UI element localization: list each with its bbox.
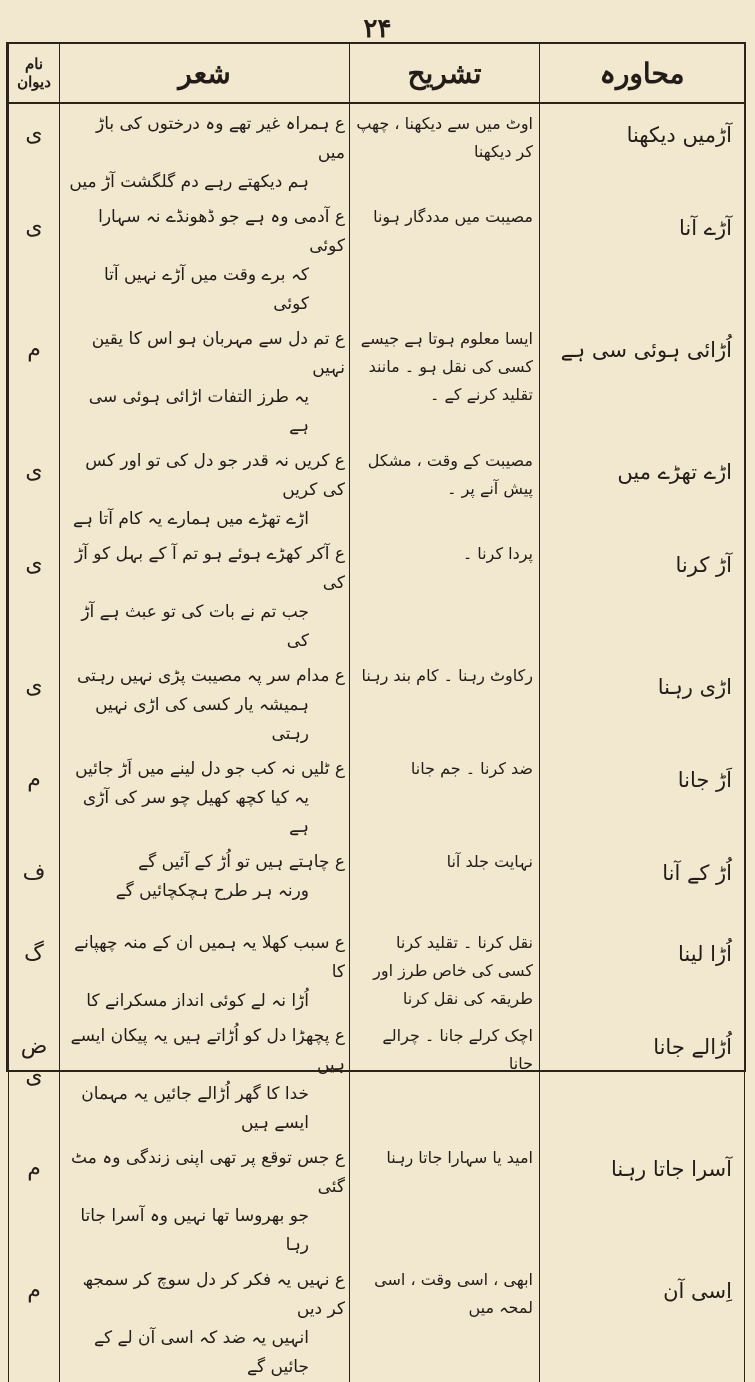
- couplet-line-1: ع سبب کھلا یہ ہمیں ان کے منہ چھپانے کا: [74, 932, 345, 982]
- couplet-cell: [60, 1016, 350, 1138]
- couplet-line-1: ع ہمراہ غیر تھے وہ درختوں کی باڑ میں: [96, 114, 345, 163]
- couplet-line-2: انہیں یہ ضد کہ اسی آن لے کے جائیں گے: [94, 1327, 309, 1377]
- couplet-line-1: ع کریں نہ قدر جو دل کی تو اور کس کی کریں: [85, 451, 345, 500]
- couplet-line-1: ع تم دل سے مہربان ہو اس کا یقین نہیں: [91, 329, 345, 378]
- couplet-line-1: ع آکر کھڑے ہوئے ہو تم آ کے بہل کو آڑ کی: [74, 544, 345, 593]
- couplet-cell: [60, 1260, 350, 1382]
- header-meaning: تشریح: [350, 44, 540, 103]
- idiom-cell: آڑمیں دیکھنا: [540, 103, 745, 197]
- idiom-table: [8, 44, 745, 1382]
- couplet-cell: [60, 441, 350, 534]
- table-row: [9, 842, 745, 923]
- diwan-cell: ی: [9, 103, 60, 197]
- table-row: [9, 197, 745, 319]
- idiom-cell: آڑے آنا: [540, 197, 745, 319]
- couplet-cell: [60, 319, 350, 441]
- couplet-line-2: یہ کیا کچھ کھیل چو سر کی آڑی ہے: [82, 788, 309, 837]
- couplet-line-2: ورنہ ہر طرح ہچکچائیں گے: [115, 881, 309, 901]
- couplet-cell: [60, 1138, 350, 1260]
- couplet-cell: [60, 534, 350, 656]
- couplet-line-2: اُڑا نہ لے کوئی انداز مسکرانے کا: [86, 990, 309, 1011]
- idiom-cell: اُڑائی ہوئی سی ہے: [540, 319, 745, 441]
- diwan-cell: م: [9, 749, 60, 842]
- couplet-line-1: ع مدام سر پہ مصیبت پڑی نہیں رہتی: [76, 666, 345, 686]
- table-row: [9, 319, 745, 441]
- table-row: [9, 1138, 745, 1260]
- couplet-line-2: ہم دیکھتے رہے دم گلگشت آڑ میں: [69, 172, 309, 192]
- table-row: [9, 923, 745, 1016]
- table-header-row: [9, 44, 745, 103]
- header-idiom: محاورہ: [540, 44, 745, 103]
- diwan-cell: گ: [9, 923, 60, 1016]
- diwan-cell: ی: [9, 441, 60, 534]
- diwan-cell: م: [9, 1138, 60, 1260]
- couplet-line-2: ہمیشہ یار کسی کی اڑی نہیں رہتی: [95, 695, 309, 744]
- couplet-line-1: ع آدمی وہ ہے جو ڈھونڈے نہ سہارا کوئی: [98, 207, 345, 256]
- couplet-line-2: جو بھروسا تھا نہیں وہ آسرا جاتا رہا: [80, 1205, 309, 1255]
- diwan-cell: م: [9, 319, 60, 441]
- idiom-cell: اُڑالے جانا: [540, 1016, 745, 1138]
- idiom-table-frame: [6, 42, 746, 1377]
- idiom-cell: آڑ کرنا: [540, 534, 745, 656]
- table-row: [9, 1260, 745, 1382]
- table-body: [9, 103, 745, 1382]
- header-diwan: نام دیوان: [9, 44, 60, 103]
- meaning-cell: اچک کرلے جانا ۔ چرالے جانا: [350, 1016, 540, 1138]
- couplet-line-2: یہ طرز التفات اڑائی ہوئی سی ہے: [88, 387, 309, 436]
- meaning-cell: نہایت جلد آنا: [350, 842, 540, 923]
- meaning-cell: نقل کرنا ۔ تقلید کرنا کسی کی خاص طرز اور طریقہ کی نقل کرنا: [350, 923, 540, 1016]
- diwan-cell: ف: [9, 842, 60, 923]
- diwan-cell: ض ی: [9, 1016, 60, 1138]
- couplet-line-1: ع جس توقع پر تھی اپنی زندگی وہ مٹ گئی: [71, 1147, 345, 1197]
- meaning-cell: اوٹ میں سے دیکھنا ، چھپ کر دیکھنا: [350, 103, 540, 197]
- idiom-cell: اُڑ کے آنا: [540, 842, 745, 923]
- couplet-line-1: ع نہیں یہ فکر کر دل سوچ کر سمجھ کر دیں: [82, 1269, 345, 1319]
- couplet-cell: [60, 749, 350, 842]
- page-number: ۲۴: [363, 14, 392, 44]
- idiom-cell: آسرا جاتا رہنا: [540, 1138, 745, 1260]
- diwan-cell: ی: [9, 534, 60, 656]
- table-row: [9, 1016, 745, 1138]
- couplet-line-2: جب تم نے بات کی تو عبث ہے آڑ کی: [81, 602, 309, 651]
- couplet-cell: [60, 197, 350, 319]
- couplet-cell: [60, 656, 350, 749]
- meaning-cell: ایسا معلوم ہوتا ہے جیسے کسی کی نقل ہو ۔ مانند تقلید کرنے کے ۔: [350, 319, 540, 441]
- meaning-cell: مصیبت میں مددگار ہونا: [350, 197, 540, 319]
- diwan-cell: ی: [9, 656, 60, 749]
- meaning-cell: امید یا سہارا جاتا رہنا: [350, 1138, 540, 1260]
- couplet-line-2: خدا کا گھر اُڑالے جائیں یہ مہمان ایسے ہیں: [81, 1083, 309, 1133]
- table-row: [9, 103, 745, 197]
- couplet-line-1: ع ٹلیں نہ کب جو دل لینے میں اَڑ جائیں: [75, 759, 345, 779]
- couplet-line-1: ع پچھڑا دل کو اُڑاتے ہیں یہ پیکان ایسے ہیں: [70, 1025, 345, 1075]
- idiom-cell: اِسی آن: [540, 1260, 745, 1382]
- meaning-cell: رکاوٹ رہنا ۔ کام بند رہنا: [350, 656, 540, 749]
- idiom-cell: اڑے تھڑے میں: [540, 441, 745, 534]
- couplet-cell: [60, 103, 350, 197]
- couplet-line-1: ع چاہتے ہیں تو اُڑ کے آئیں گے: [138, 852, 345, 872]
- meaning-cell: ابھی ، اسی وقت ، اسی لمحہ میں: [350, 1260, 540, 1382]
- table-row: [9, 749, 745, 842]
- meaning-cell: مصیبت کے وقت ، مشکل پیش آنے پر ۔: [350, 441, 540, 534]
- idiom-cell: اَڑ جانا: [540, 749, 745, 842]
- table-row: [9, 441, 745, 534]
- meaning-cell: ضد کرنا ۔ جم جانا: [350, 749, 540, 842]
- couplet-line-2: اڑے تھڑے میں ہمارے یہ کام آتا ہے: [73, 509, 309, 529]
- table-row: [9, 656, 745, 749]
- header-couplet: شعر: [60, 44, 350, 103]
- table-row: [9, 534, 745, 656]
- couplet-cell: [60, 923, 350, 1016]
- idiom-cell: اڑی رہنا: [540, 656, 745, 749]
- idiom-cell: اُڑا لینا: [540, 923, 745, 1016]
- couplet-line-2: کہ برے وقت میں آڑے نہیں آتا کوئی: [103, 265, 309, 314]
- couplet-cell: [60, 842, 350, 923]
- meaning-cell: پردا کرنا ۔: [350, 534, 540, 656]
- diwan-cell: ی: [9, 197, 60, 319]
- diwan-cell: م: [9, 1260, 60, 1382]
